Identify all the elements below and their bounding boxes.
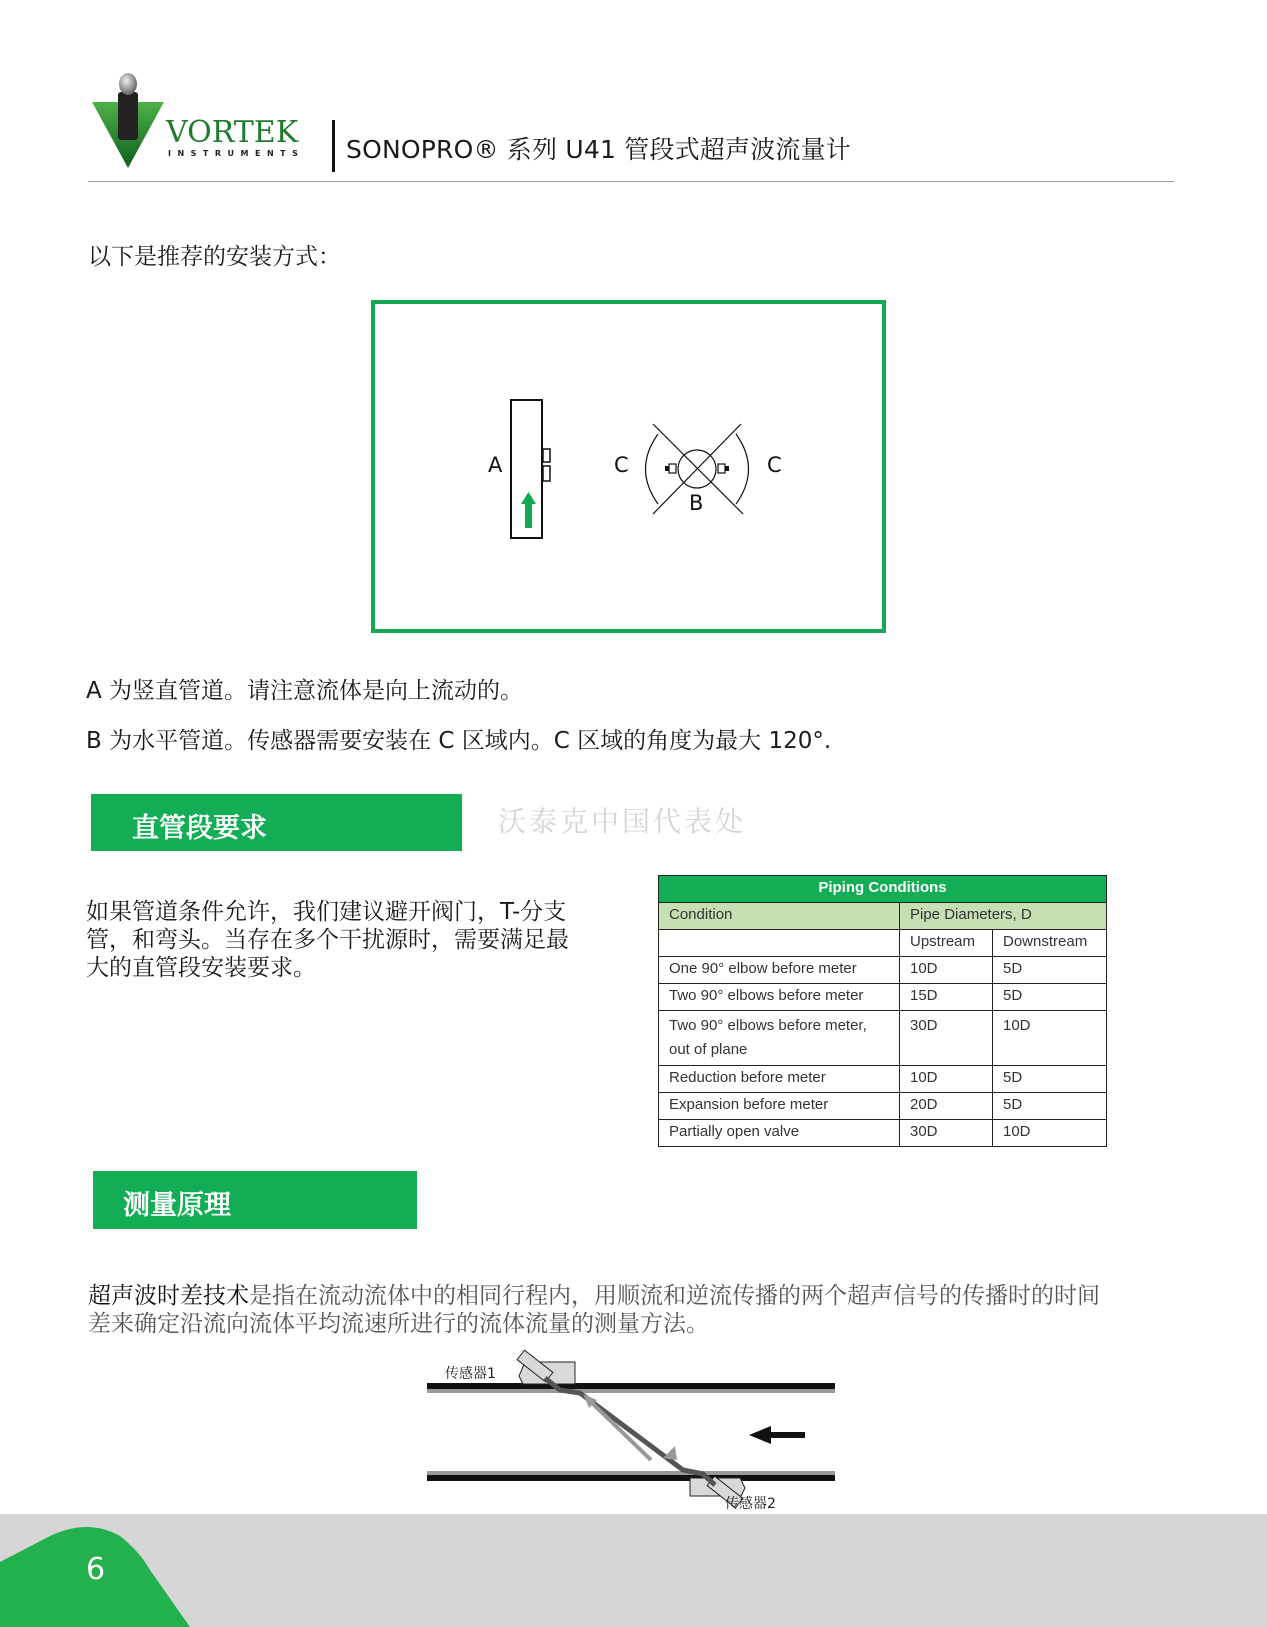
empty-cell [659, 930, 900, 957]
table-row [659, 1011, 1107, 1066]
label-c-right: C [767, 453, 782, 477]
cell-upstream: 10D [900, 1066, 993, 1093]
transit-time-diagram [425, 1350, 845, 1518]
table-row [659, 1066, 1107, 1093]
principle-emphasis: 超声波时差技术 [88, 1283, 249, 1309]
cell-upstream: 30D [900, 1120, 993, 1147]
note-b: B 为水平管道。传感器需要安装在 C 区域内。C 区域的角度为最大 120°. [86, 728, 832, 754]
cell-condition: Reduction before meter [659, 1066, 900, 1093]
cell-downstream: 10D [993, 1011, 1107, 1066]
cell-condition: Expansion before meter [659, 1093, 900, 1120]
label-b: B [689, 491, 704, 515]
sensor2-label: 传感器2 [725, 1496, 776, 1512]
section-heading-principle: 测量原理 [93, 1171, 417, 1229]
label-a: A [488, 453, 503, 477]
table-row [659, 1120, 1107, 1147]
cell-condition: Two 90° elbows before meter, out of plane [659, 1011, 900, 1066]
straight-pipe-text: 如果管道条件允许，我们建议避开阀门，T-分支管，和弯头。当存在多个干扰源时，需要满足最大的直管段安装要求。 [86, 899, 569, 981]
vortek-logo [88, 70, 320, 180]
cell-condition: Two 90° elbows before meter [659, 984, 900, 1011]
header-condition: Condition [659, 903, 900, 930]
cell-downstream: 5D [993, 957, 1107, 984]
installation-diagram [371, 300, 886, 633]
cell-downstream: 5D [993, 984, 1107, 1011]
label-c-left: C [614, 453, 629, 477]
table-row [659, 1093, 1107, 1120]
header-pipe-diameters: Pipe Diameters, D [900, 903, 1107, 930]
section-heading-straight-pipe: 直管段要求 [91, 794, 462, 851]
table-title: Piping Conditions [659, 876, 1107, 903]
principle-text [88, 1282, 1118, 1338]
intro-text: 以下是推荐的安装方式： [88, 244, 341, 270]
cell-upstream: 15D [900, 984, 993, 1011]
cell-downstream: 5D [993, 1093, 1107, 1120]
piping-conditions-table [658, 875, 1107, 1147]
cell-upstream: 20D [900, 1093, 993, 1120]
header-divider [332, 120, 335, 172]
cell-downstream: 5D [993, 1066, 1107, 1093]
watermark: 沃泰克中国代表处 [498, 805, 747, 838]
flow-direction-arrow-icon [749, 1426, 805, 1444]
logo-brand-text: VORTEK [166, 115, 299, 150]
principle-body: 是指在流动流体中的相同行程内，用顺流和逆流传播的两个超声信号的传播时的时间差来确定沿流向流体平均流速所进行的流体流量的测量方法。 [88, 1283, 1100, 1337]
cell-downstream: 10D [993, 1120, 1107, 1147]
table-row [659, 984, 1107, 1011]
cell-upstream: 30D [900, 1011, 993, 1066]
logo-sub-text: INSTRUMENTS [168, 149, 305, 158]
note-a: A 为竖直管道。请注意流体是向上流动的。 [86, 678, 524, 704]
page-number: 6 [86, 1552, 106, 1587]
header-rule [88, 181, 1174, 182]
cell-condition: One 90° elbow before meter [659, 957, 900, 984]
header-upstream: Upstream [900, 930, 993, 957]
document-title: SONOPRO® 系列 U41 管段式超声波流量计 [346, 135, 852, 164]
header-downstream: Downstream [993, 930, 1107, 957]
sensor1-label: 传感器1 [445, 1366, 496, 1382]
cell-upstream: 10D [900, 957, 993, 984]
table-row [659, 957, 1107, 984]
cell-condition: Partially open valve [659, 1120, 900, 1147]
